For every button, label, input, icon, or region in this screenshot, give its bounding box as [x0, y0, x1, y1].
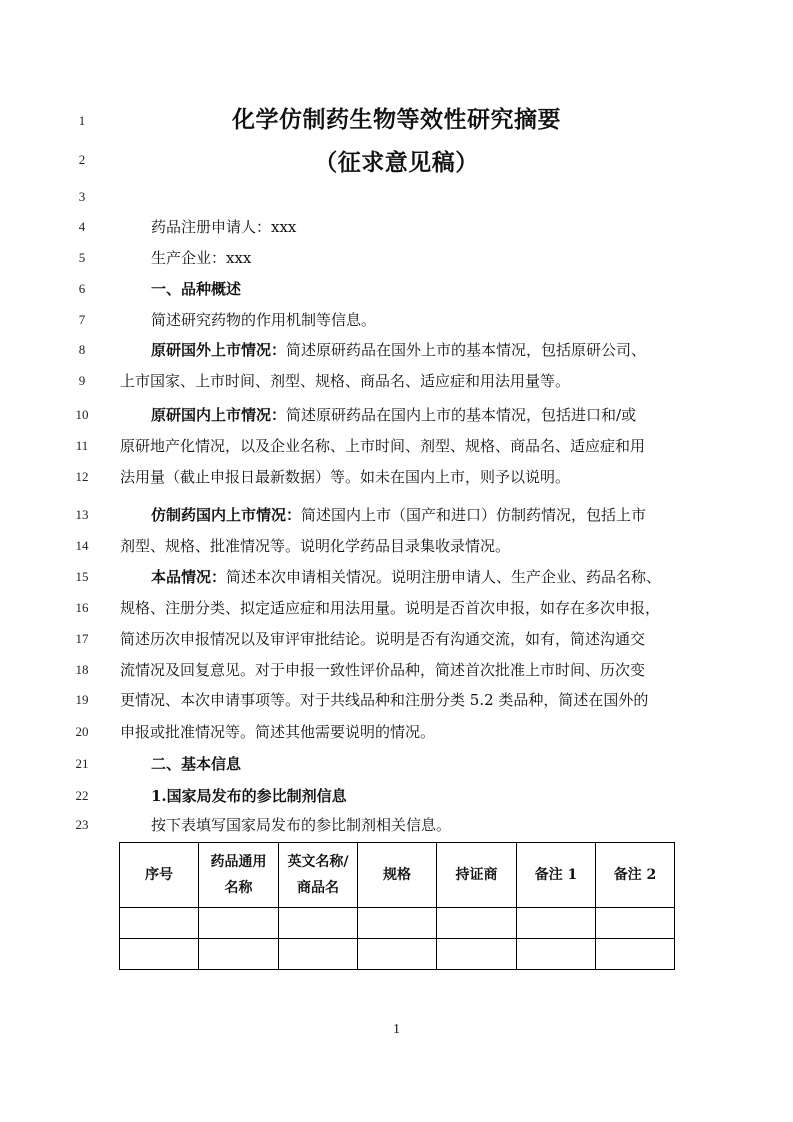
paragraph-text: 原研地产化情况，以及企业名称、上市时间、剂型、规格、商品名、适应症和用: [120, 437, 646, 455]
table-cell[interactable]: [437, 939, 517, 970]
paragraph-text: 简述历次申报情况以及审评审批结论。说明是否有沟通交流，如有，简述沟通交: [120, 630, 646, 648]
paragraph-text: 更情况、本次申请事项等。对于共线品种和注册分类 5.2 类品种，简述在国外的: [120, 691, 649, 709]
paragraph-label: 仿制药国内上市情况：: [151, 506, 302, 524]
header-generic-name: 药品通用 名称: [199, 843, 279, 908]
subsection-intro: 按下表填写国家局发布的参比制剂相关信息。: [151, 816, 452, 834]
line-number: 8: [78, 342, 86, 357]
paragraph-text: 简述国内上市（国产和进口）仿制药情况，包括上市: [301, 506, 647, 524]
overview-intro: 简述研究药物的作用机制等信息。: [151, 311, 377, 329]
header-specification: 规格: [358, 843, 437, 908]
table-cell[interactable]: [358, 939, 437, 970]
header-english-trade-name: 英文名称/ 商品名: [279, 843, 358, 908]
table-row: [120, 908, 675, 939]
document-title: 化学仿制药生物等效性研究摘要: [232, 106, 561, 133]
section-heading-overview: 一、品种概述: [151, 280, 242, 298]
document-subtitle: （征求意见稿）: [314, 149, 479, 176]
table-cell[interactable]: [437, 908, 517, 939]
header-remark-2: 备注 2: [596, 843, 675, 908]
table-cell[interactable]: [279, 908, 358, 939]
table-row: [120, 939, 675, 970]
paragraph-label: 本品情况：: [151, 568, 227, 586]
table-cell[interactable]: [517, 908, 596, 939]
line-number: 7: [78, 312, 86, 327]
section-heading-basic-info: 二、基本信息: [151, 755, 242, 773]
line-number: 15: [75, 569, 89, 584]
line-number: 3: [78, 189, 86, 204]
line-number: 12: [75, 469, 89, 484]
paragraph-product: [151, 567, 661, 587]
line-number: 6: [78, 281, 86, 296]
table-header-row: [120, 843, 675, 908]
line-number: 19: [75, 692, 89, 707]
line-number: 14: [75, 538, 89, 553]
page-number: 1: [393, 1022, 400, 1037]
paragraph-text: 简述本次申请相关情况。说明注册申请人、生产企业、药品名称、: [226, 568, 662, 586]
line-number: 16: [75, 600, 89, 615]
manufacturer-line: 生产企业：xxx: [151, 249, 252, 267]
line-number: 21: [75, 756, 89, 771]
paragraph-original-domestic: [151, 405, 636, 425]
line-number: 13: [75, 507, 89, 522]
line-number: 20: [75, 724, 89, 739]
line-number: 17: [75, 631, 89, 646]
applicant-line: 药品注册申请人：xxx: [151, 218, 297, 236]
header-license-holder: 持证商: [437, 843, 517, 908]
paragraph-text: 上市国家、上市时间、剂型、规格、商品名、适应症和用法用量等。: [120, 372, 571, 390]
paragraph-original-foreign: [151, 340, 646, 360]
paragraph-label: 原研国外上市情况：: [151, 341, 287, 359]
paragraph-label: 原研国内上市情况：: [151, 406, 287, 424]
table-cell[interactable]: [279, 939, 358, 970]
reference-formulation-table: [119, 842, 675, 970]
table-cell[interactable]: [120, 908, 199, 939]
paragraph-generic-domestic: [151, 505, 646, 525]
table-cell[interactable]: [358, 908, 437, 939]
paragraph-text: 剂型、规格、批准情况等。说明化学药品目录集收录情况。: [120, 537, 511, 555]
line-number: 23: [75, 817, 89, 832]
line-number: 10: [75, 407, 89, 422]
line-number: 22: [75, 788, 89, 803]
line-number: 9: [78, 373, 86, 388]
line-number: 18: [75, 662, 89, 677]
table-cell[interactable]: [199, 908, 279, 939]
line-number: 11: [75, 438, 89, 453]
table-cell[interactable]: [517, 939, 596, 970]
table-cell[interactable]: [596, 908, 675, 939]
table-cell[interactable]: [199, 939, 279, 970]
subsection-heading: 1.国家局发布的参比制剂信息: [151, 787, 347, 805]
line-number: 2: [78, 152, 86, 167]
header-serial-number: 序号: [120, 843, 199, 908]
line-number: 1: [78, 113, 86, 128]
line-number: 4: [78, 219, 86, 234]
paragraph-text: 法用量（截止申报日最新数据）等。如未在国内上市，则予以说明。: [120, 468, 571, 486]
paragraph-text: 规格、注册分类、拟定适应症和用法用量。说明是否首次申报，如存在多次申报，: [120, 599, 661, 617]
table-cell[interactable]: [120, 939, 199, 970]
paragraph-text: 简述原研药品在国内上市的基本情况，包括进口和/或: [286, 406, 637, 424]
paragraph-text: 申报或批准情况等。简述其他需要说明的情况。: [120, 723, 436, 741]
line-number: 5: [78, 250, 86, 265]
paragraph-text: 简述原研药品在国外上市的基本情况，包括原研公司、: [286, 341, 647, 359]
table-cell[interactable]: [596, 939, 675, 970]
header-remark-1: 备注 1: [517, 843, 596, 908]
paragraph-text: 流情况及回复意见。对于申报一致性评价品种，简述首次批准上市时间、历次变: [120, 661, 646, 679]
